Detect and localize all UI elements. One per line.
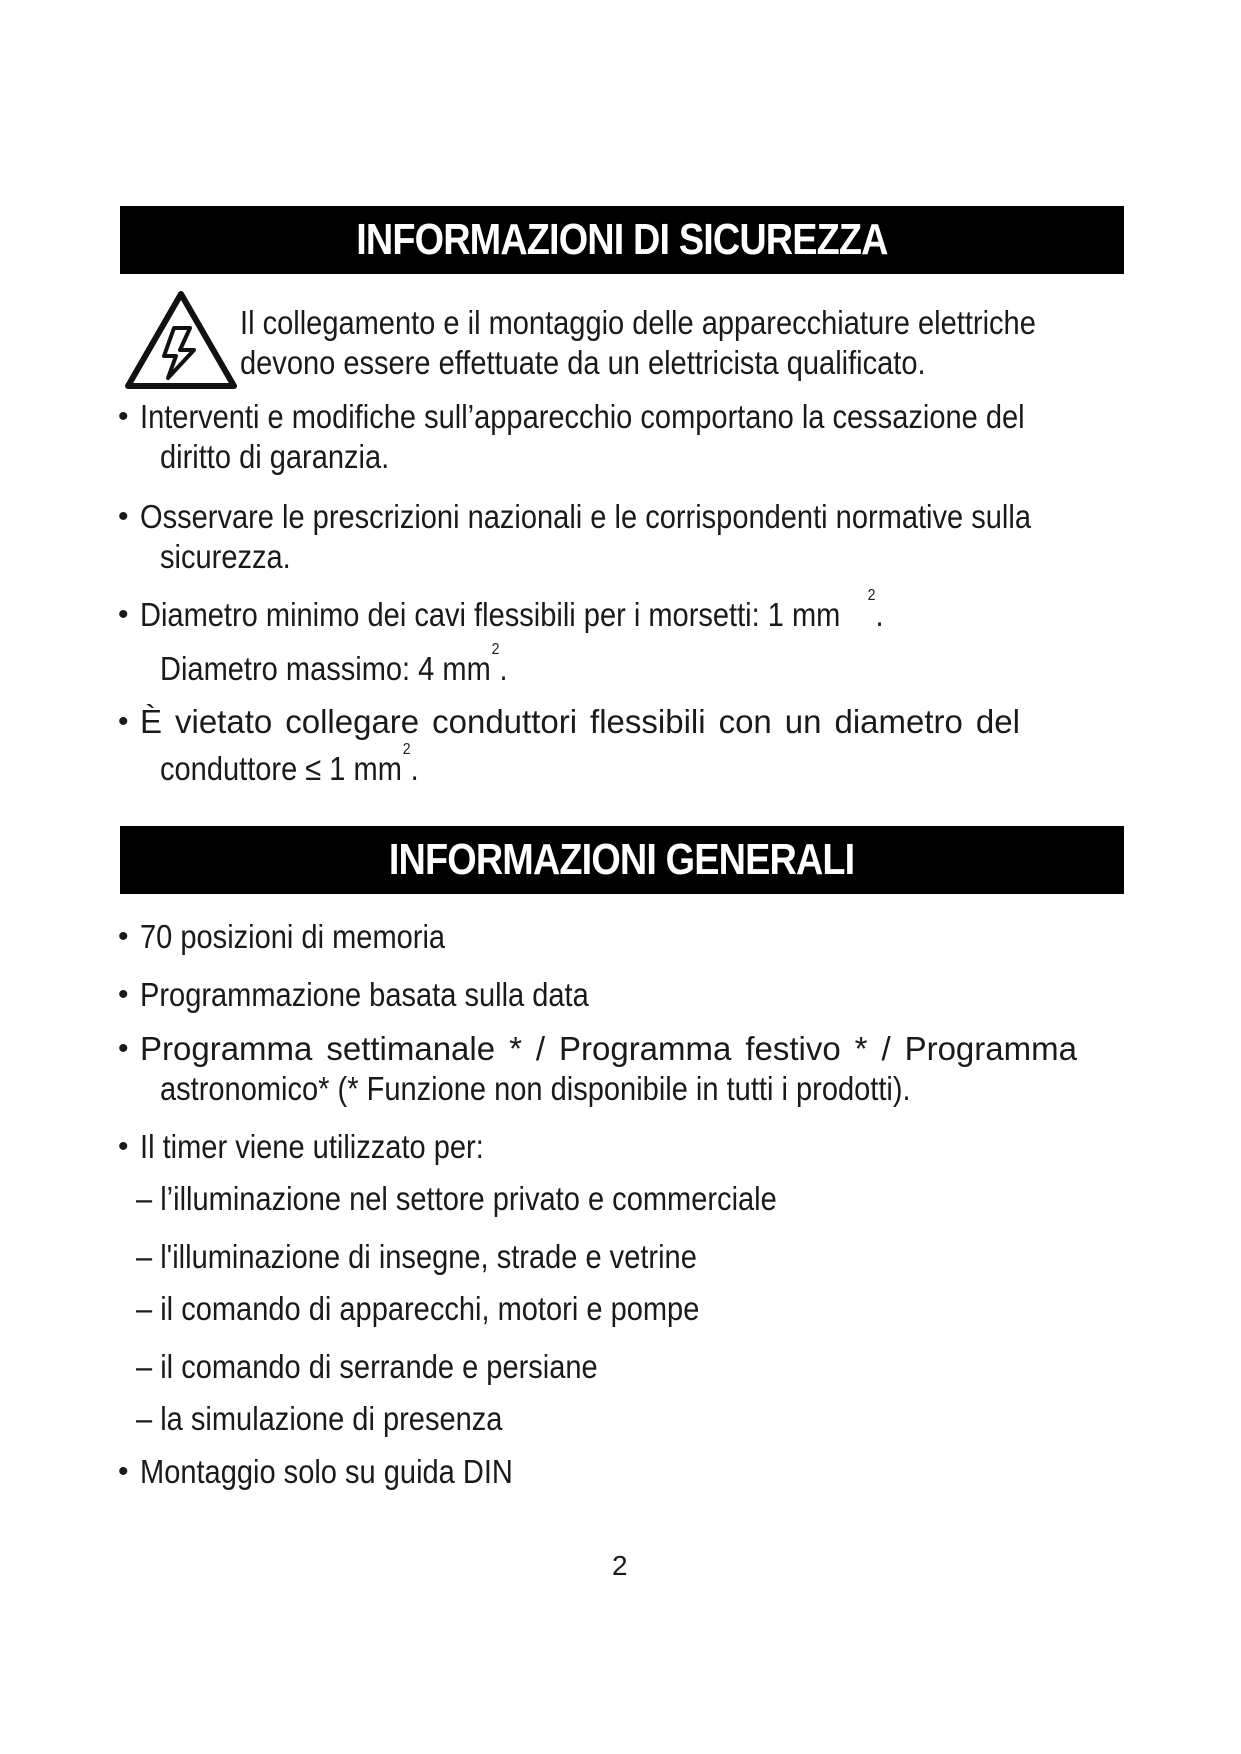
safety-item-2-line-1: Osservare le prescrizioni nazionali e le corrispondenti normative sulla bbox=[140, 498, 1031, 535]
safety-item-4-line-2: conduttore ≤ 1 $mm^2$. bbox=[160, 741, 419, 787]
use-item: – il comando di apparecchi, motori e pompe bbox=[136, 1290, 700, 1327]
general-section-title: INFORMAZIONI GENERALI bbox=[389, 835, 855, 884]
bullet: • bbox=[118, 1130, 129, 1163]
bullet: • bbox=[118, 978, 129, 1011]
use-item: – la simulazione di presenza bbox=[136, 1400, 503, 1437]
safety-item-4-line-1: È vietato collegare conduttori flessibili con un diametro del bbox=[140, 703, 1020, 740]
safety-item-3-line-1: Diametro minimo dei cavi flessibili per i morsetti: 1 $mm^2$. bbox=[140, 587, 884, 633]
general-section-banner bbox=[120, 826, 1124, 894]
safety-section-title: INFORMAZIONI DI SICUREZZA bbox=[356, 215, 888, 264]
general-item-timer-intro: Il timer viene utilizzato per: bbox=[140, 1128, 484, 1165]
safety-item-1-line-2: diritto di garanzia. bbox=[160, 438, 390, 475]
use-item: – l'illuminazione di insegne, strade e vetrine bbox=[136, 1238, 697, 1275]
page-number: 2 bbox=[612, 1550, 628, 1581]
bullet: • bbox=[118, 1032, 129, 1065]
use-item: – il comando di serrande e persiane bbox=[136, 1348, 598, 1385]
bullet: • bbox=[118, 598, 129, 631]
safety-item-2-line-2: sicurezza. bbox=[160, 538, 291, 575]
general-item-programs-line-1: Programma settimanale * / Programma festivo * / Programma bbox=[140, 1030, 1077, 1067]
safety-item-3-line-2: Diametro massimo: 4 $mm^2$. bbox=[160, 641, 508, 687]
bullet: • bbox=[118, 400, 129, 433]
general-item-date-programming: Programmazione basata sulla data bbox=[140, 976, 589, 1013]
general-item-din-mounting: Montaggio solo su guida DIN bbox=[140, 1453, 513, 1490]
safety-item-1-line-1: Interventi e modifiche sull’apparecchio comportano la cessazione del bbox=[140, 398, 1025, 435]
bullet: • bbox=[118, 1455, 129, 1488]
safety-section-banner bbox=[120, 206, 1124, 274]
high-voltage-warning-icon bbox=[122, 288, 240, 392]
general-item-memory: 70 posizioni di memoria bbox=[140, 918, 446, 955]
bullet: • bbox=[118, 705, 129, 738]
safety-intro-line-2: devono essere effettuate da un elettricista qualificato. bbox=[240, 344, 926, 381]
safety-intro-line-1: Il collegamento e il montaggio delle apparecchiature elettriche bbox=[240, 304, 1036, 341]
bullet: • bbox=[118, 920, 129, 953]
general-item-programs-line-2: astronomico* (* Funzione non disponibile in tutti i prodotti). bbox=[160, 1070, 911, 1107]
bullet: • bbox=[118, 500, 129, 533]
use-item: – l’illuminazione nel settore privato e commerciale bbox=[136, 1180, 777, 1217]
